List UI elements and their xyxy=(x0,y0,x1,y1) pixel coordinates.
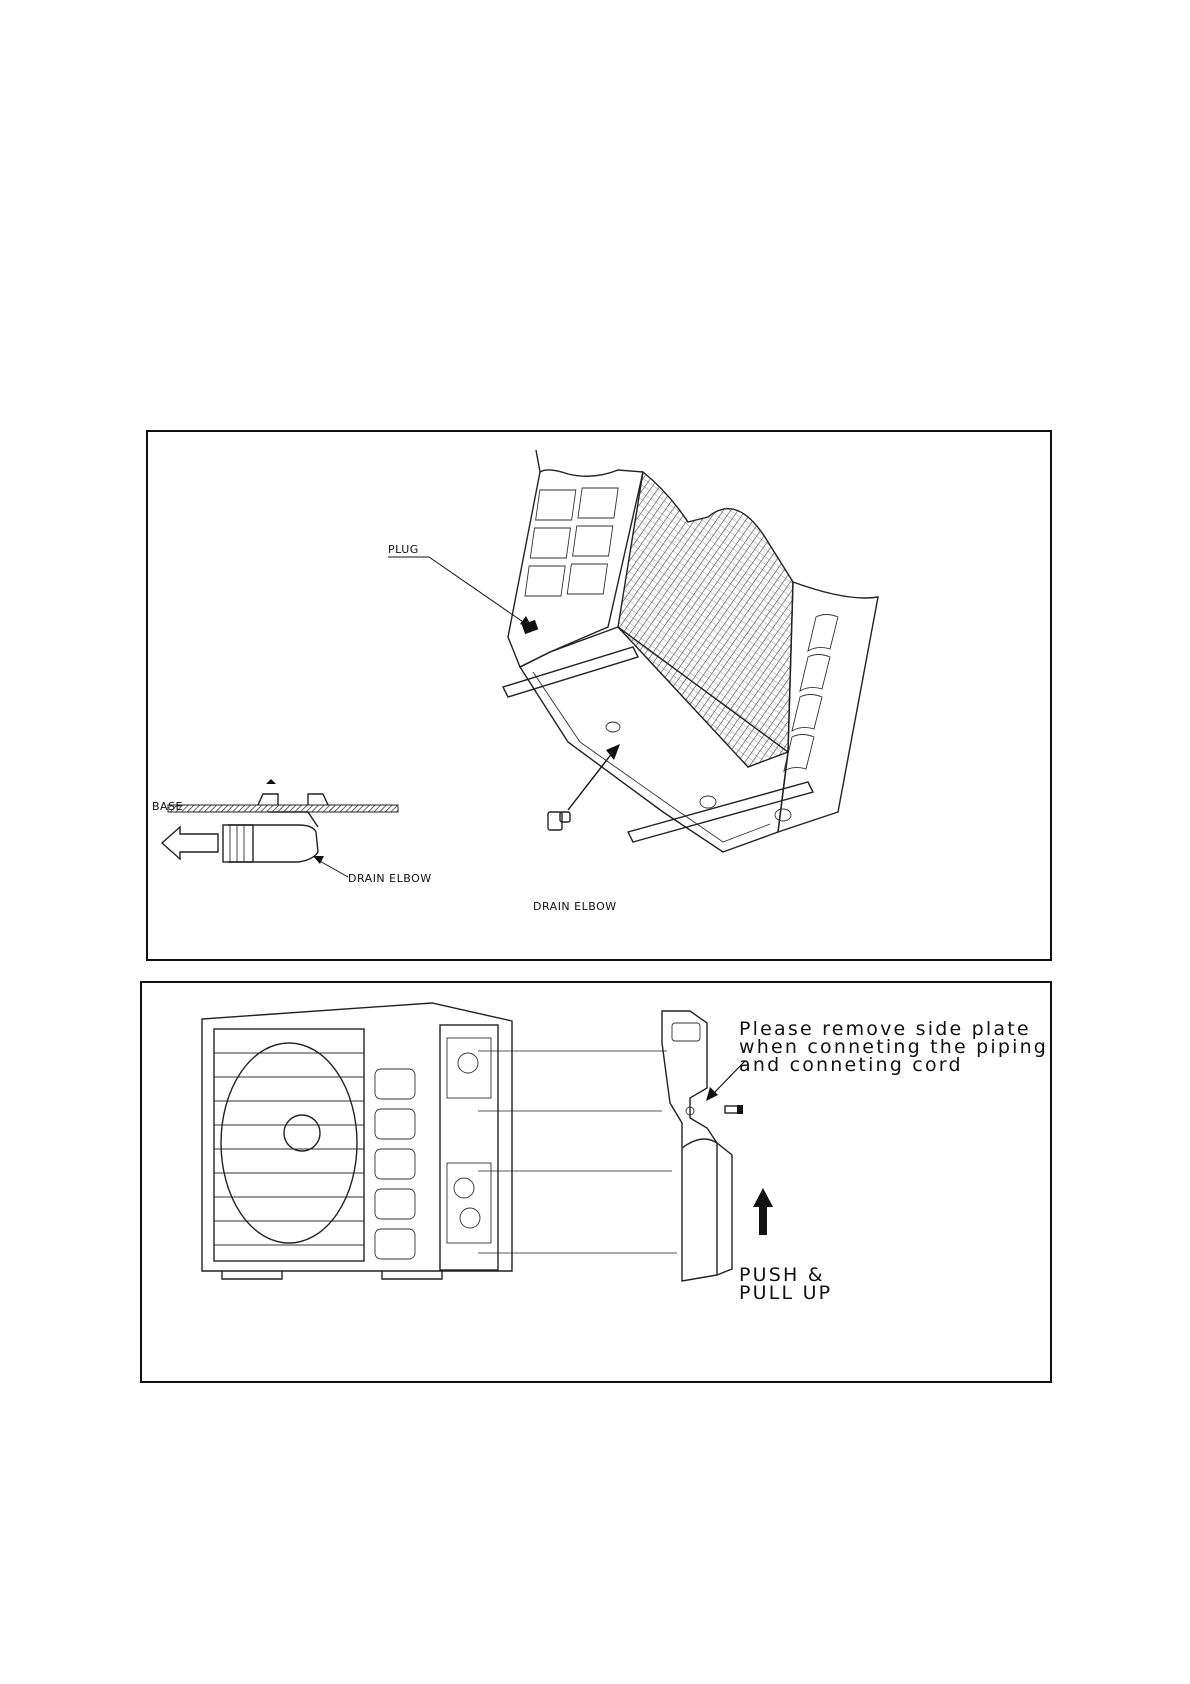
base-label: BASE xyxy=(152,800,184,813)
side-plate-removal-panel xyxy=(140,981,1052,1383)
drain-elbow-side-section xyxy=(162,779,398,877)
drain-elbow-part xyxy=(548,812,570,830)
drain-elbow-installation-panel xyxy=(146,430,1052,961)
side-plate-note-line2: when conneting the piping xyxy=(739,1036,1049,1058)
side-plate-note-line1: Please remove side plate xyxy=(739,1018,1031,1040)
side-plate-diagram xyxy=(142,983,1054,1385)
plug-label: PLUG xyxy=(388,543,419,556)
drain-elbow-diagram xyxy=(148,432,1054,963)
push-label-line1: PUSH & xyxy=(739,1264,825,1286)
outdoor-unit-front-view xyxy=(202,1003,512,1279)
outdoor-unit-bottom-view xyxy=(388,450,878,852)
side-plate-note-line3: and conneting cord xyxy=(739,1054,963,1076)
drain-elbow-main-label: DRAIN ELBOW xyxy=(533,900,617,913)
push-label-line2: PULL UP xyxy=(739,1282,833,1304)
drain-elbow-side-label: DRAIN ELBOW xyxy=(348,872,432,885)
push-up-arrow-icon xyxy=(753,1188,773,1235)
side-plate xyxy=(662,1011,743,1281)
assembly-lines xyxy=(478,1051,677,1253)
